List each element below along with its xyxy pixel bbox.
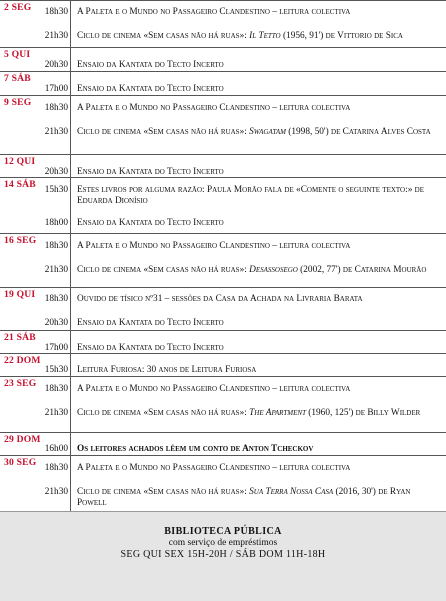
event-time: 15h30 <box>44 365 68 375</box>
day-block <box>0 48 446 72</box>
event-time: 21h30 <box>44 408 68 418</box>
event-description <box>77 31 437 42</box>
film-details: (1998, 50') de Catarina Alves Costa <box>285 127 431 137</box>
film-details: (1956, 91') de Vittorio de Sica <box>280 31 403 41</box>
event-description <box>77 7 437 18</box>
event-description <box>77 185 437 207</box>
day-label: 22 DOM <box>4 355 41 366</box>
event-row <box>0 408 437 419</box>
day-label: 7 SÁB <box>4 73 31 84</box>
event-row <box>0 167 437 178</box>
day-label: 16 SEG <box>4 235 37 246</box>
film-title: Sua Terra Nossa Casa <box>249 487 334 497</box>
day-block <box>0 331 446 354</box>
event-row <box>0 218 437 229</box>
event-row <box>0 60 437 71</box>
event-row <box>0 463 437 474</box>
event-description <box>77 384 437 395</box>
library-hours: SEG QUI SEX 15H-20H / SÁB DOM 11H-18H <box>120 549 326 560</box>
event-title: Ensaio da Kantata do Tecto Incerto <box>77 60 224 70</box>
event-title: A Paleta e o Mundo no Passageiro Clandestino – leitura colectiva <box>77 384 351 394</box>
event-time: 17h00 <box>44 84 68 94</box>
library-title: BIBLIOTECA PÚBLICA <box>164 526 282 537</box>
event-time: 20h30 <box>44 60 68 70</box>
event-description <box>77 365 437 376</box>
day-label: 2 SEG <box>4 2 32 13</box>
event-time: 21h30 <box>44 31 68 41</box>
event-time: 18h30 <box>44 7 68 17</box>
event-title: Leitura Furiosa: 30 anos de Leitura Furiosa <box>77 365 257 375</box>
day-block <box>0 234 446 288</box>
event-description <box>77 487 437 509</box>
day-label: 19 QUI <box>4 289 36 300</box>
event-row <box>0 365 437 376</box>
event-description <box>77 463 437 474</box>
event-title: Ciclo de cinema «Sem casas não há ruas»: <box>77 31 250 41</box>
day-block <box>0 377 446 433</box>
film-title: The Apartment <box>249 408 306 418</box>
event-description <box>77 84 437 95</box>
day-block <box>0 72 446 96</box>
event-row <box>0 7 437 18</box>
event-row <box>0 103 437 114</box>
event-title: Ensaio da Kantata do Tecto Incerto <box>77 318 224 328</box>
event-row <box>0 241 437 252</box>
event-title: Ensaio da Kantata do Tecto Incerto <box>77 84 224 94</box>
event-time: 18h00 <box>44 218 68 228</box>
event-description <box>77 294 437 305</box>
event-row <box>0 265 437 276</box>
day-label: 14 SÁB <box>4 179 36 190</box>
event-title: Ciclo de cinema «Sem casas não há ruas»: <box>77 265 250 275</box>
film-title: Il Tetto <box>249 31 281 41</box>
event-title: Estes livros por alguma razão: Paula Morão fala de «Comente o seguinte texto:» de Eduarda Dionísio <box>77 185 425 206</box>
event-title: Ouvido de tísico nº31 – sessões da Casa da Achada na Livraria Barata <box>77 294 363 304</box>
event-time: 21h30 <box>44 127 68 137</box>
day-block <box>0 96 446 155</box>
event-row <box>0 31 437 42</box>
day-block <box>0 433 446 456</box>
event-description <box>77 127 437 138</box>
event-row <box>0 84 437 95</box>
day-label: 30 SEG <box>4 457 37 468</box>
event-description <box>77 167 437 178</box>
event-description <box>77 241 437 252</box>
day-label: 21 SÁB <box>4 332 36 343</box>
event-time: 20h30 <box>44 167 68 177</box>
day-label: 29 DOM <box>4 434 41 445</box>
day-label: 12 QUI <box>4 156 36 167</box>
event-title: Os leitores achados lêem um conto de Anton Tcheckov <box>77 444 314 454</box>
event-time: 17h00 <box>44 343 68 353</box>
film-details: (2002, 77') de Catarina Mourão <box>297 265 427 275</box>
film-title: Swagatam <box>249 127 286 137</box>
event-description <box>77 103 437 114</box>
event-row <box>0 294 437 305</box>
event-title: Ciclo de cinema «Sem casas não há ruas»: <box>77 408 250 418</box>
event-title: Ciclo de cinema «Sem casas não há ruas»: <box>77 487 250 497</box>
film-details: (2016, 30') de Ryan Powell <box>77 487 411 508</box>
library-info-box <box>0 511 446 601</box>
event-title: Ensaio da Kantata do Tecto Incerto <box>77 167 224 177</box>
event-title: A Paleta e o Mundo no Passageiro Clandestino – leitura colectiva <box>77 103 351 113</box>
event-description <box>77 444 437 455</box>
event-description <box>77 265 437 276</box>
day-label: 9 SEG <box>4 97 32 108</box>
event-time: 18h30 <box>44 294 68 304</box>
event-time: 18h30 <box>44 384 68 394</box>
event-time: 18h30 <box>44 241 68 251</box>
day-block <box>0 155 446 178</box>
event-description <box>77 60 437 71</box>
event-time: 18h30 <box>44 463 68 473</box>
event-title: Ciclo de cinema «Sem casas não há ruas»: <box>77 127 250 137</box>
film-title: Desassosego <box>249 265 298 275</box>
event-row <box>0 487 437 509</box>
event-description <box>77 318 437 329</box>
event-row <box>0 127 437 138</box>
event-row <box>0 343 437 354</box>
event-title: A Paleta e o Mundo no Passageiro Clandestino – leitura colectiva <box>77 7 351 17</box>
event-title: Ensaio da Kantata do Tecto Incerto <box>77 343 224 353</box>
day-block <box>0 178 446 234</box>
day-block <box>0 1 446 48</box>
library-subtitle: com serviço de empréstimos <box>168 538 278 548</box>
film-details: (1960, 125') de Billy Wilder <box>305 408 421 418</box>
event-time: 20h30 <box>44 318 68 328</box>
event-row <box>0 384 437 395</box>
event-title: Ensaio da Kantata do Tecto Incerto <box>77 218 224 228</box>
event-time: 15h30 <box>44 185 68 195</box>
event-description <box>77 408 437 419</box>
event-time: 21h30 <box>44 265 68 275</box>
event-row <box>0 318 437 329</box>
day-block <box>0 288 446 331</box>
event-description <box>77 218 437 229</box>
event-row <box>0 444 437 455</box>
event-time: 16h00 <box>44 444 68 454</box>
event-title: A Paleta e o Mundo no Passageiro Clandestino – leitura colectiva <box>77 463 351 473</box>
event-title: A Paleta e o Mundo no Passageiro Clandestino – leitura colectiva <box>77 241 351 251</box>
day-label: 23 SEG <box>4 378 37 389</box>
day-label: 5 QUI <box>4 49 31 60</box>
event-row <box>0 185 437 207</box>
day-block <box>0 354 446 377</box>
event-description <box>77 343 437 354</box>
event-time: 21h30 <box>44 487 68 497</box>
event-time: 18h30 <box>44 103 68 113</box>
